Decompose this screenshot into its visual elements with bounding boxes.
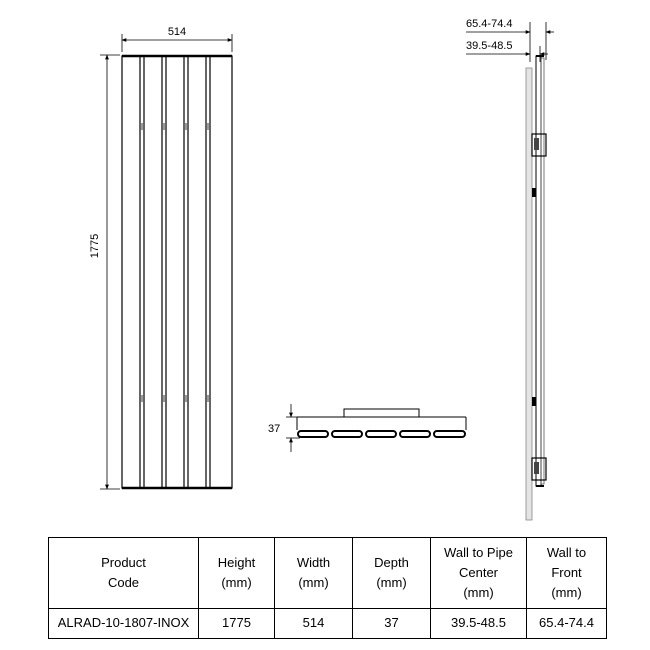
header-product-code <box>49 538 199 609</box>
header-line: Wall to Pipe <box>444 544 513 560</box>
front-view <box>89 26 232 489</box>
radiator-column <box>188 56 206 488</box>
wall-to-front-label: 65.4-74.4 <box>466 18 513 30</box>
header-line: Depth <box>374 554 409 570</box>
top-view <box>268 404 466 452</box>
radiator-column <box>210 56 232 488</box>
tube-section <box>332 431 362 437</box>
table-row <box>49 609 607 639</box>
radiator-column <box>144 56 162 488</box>
cell-height: 1775 <box>199 609 275 639</box>
header-line: Height <box>217 554 256 570</box>
height-label: 1775 <box>89 233 101 259</box>
radiator-column <box>122 56 140 488</box>
header-line: Wall to <box>546 544 587 560</box>
header-line: Front <box>551 564 582 580</box>
header-line: (mm) <box>221 575 252 590</box>
header-line: Code <box>107 575 140 590</box>
side-view <box>466 18 554 520</box>
cell-depth: 37 <box>353 609 431 639</box>
header-line: (mm) <box>298 575 329 590</box>
cell-width: 514 <box>275 609 353 639</box>
tube-section <box>434 431 465 437</box>
header-width <box>275 538 353 609</box>
spec-table <box>48 537 607 639</box>
header-line: Product <box>101 554 146 570</box>
tube-section <box>366 431 396 437</box>
header-line: Width <box>296 554 331 570</box>
depth-label: 37 <box>268 423 281 435</box>
radiator-top <box>297 409 466 437</box>
header-wall-to-pipe-center <box>431 538 527 609</box>
cell-product-code: ALRAD-10-1807-INOX <box>49 609 199 639</box>
tube-section <box>400 431 430 437</box>
depth-dimension <box>268 404 300 452</box>
cell-wall-to-pipe-center: 39.5-48.5 <box>431 609 527 639</box>
radiator-front <box>122 56 232 488</box>
header-line: (mm) <box>376 575 407 590</box>
table-header-row <box>49 538 607 609</box>
wall <box>526 68 532 520</box>
radiator-column <box>166 56 184 488</box>
cell-wall-to-front: 65.4-74.4 <box>527 609 607 639</box>
tube-section <box>298 431 328 437</box>
header-line: (mm) <box>463 585 494 601</box>
header-line: Center <box>458 564 499 580</box>
width-label: 514 <box>167 26 187 38</box>
height-dimension <box>89 55 120 489</box>
header-height <box>199 538 275 609</box>
radiator-side <box>532 56 546 486</box>
header-wall-to-front <box>527 538 607 609</box>
header-line: (mm) <box>551 585 582 601</box>
wall-to-pipe-center-label: 39.5-48.5 <box>466 40 513 52</box>
width-dimension <box>122 26 232 52</box>
header-depth <box>353 538 431 609</box>
